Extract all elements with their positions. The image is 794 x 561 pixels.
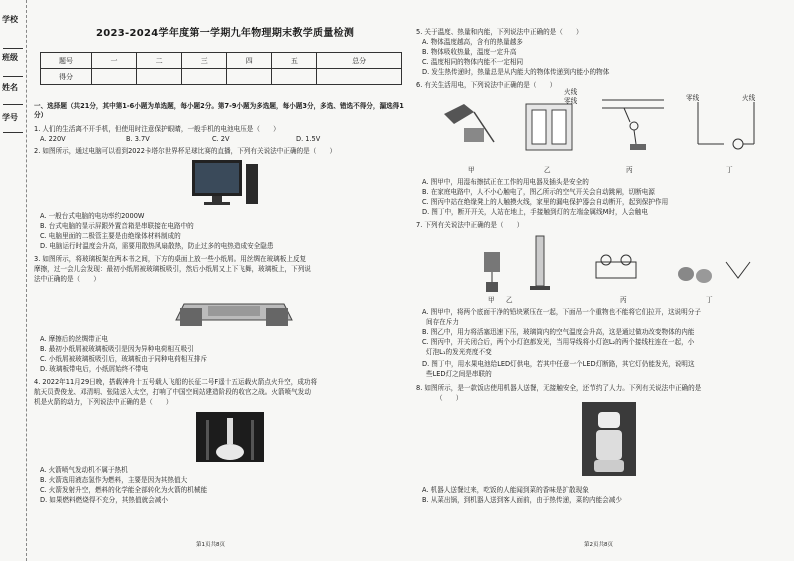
score-table-header-row: 题号 一 二 三 四 五 总分 [41, 53, 402, 69]
page-footer-right: 第2页共8页 [584, 542, 613, 548]
question-1: 1. 人们的生活离不开手机，但使用时注意保护眼睛，一般手机的电池电压是（ ） [34, 125, 280, 133]
section-heading: 一、选择题（共21分，其中第1-6小题为单选题，每小题2分。第7-9小题为多选题，每小题3分，多选、错选不得分，漏选得1分） [34, 102, 404, 120]
electricity-figures [434, 94, 774, 164]
binding-class: 班级 [2, 53, 18, 62]
question-8: 8. 如图所示，是一款饭店使用机器人送餐，无接触安全，还节约了人力。下列有关说法中正确的是 [416, 384, 702, 392]
question-5: 5. 关于温度、热量和内能，下列说法中正确的是（ ） [416, 28, 583, 36]
score-cell[interactable] [317, 69, 402, 85]
robot-waiter-image [582, 402, 636, 476]
page-title: 2023-2024学年度第一学期九年物理期末教学质量检测 [96, 28, 355, 39]
score-cell[interactable] [227, 69, 272, 85]
binding-school: 学校 [2, 15, 18, 24]
score-table-score-row: 得分 [41, 69, 402, 85]
binding-strip [0, 0, 27, 561]
question-4: 4. 2022年11月29日晚，搭载神舟十五号载人飞船的长征二号F遥十五运载火箭点火升空，成功将 [34, 378, 318, 386]
binding-name: 姓名 [2, 83, 18, 92]
score-cell[interactable] [272, 69, 317, 85]
glass-plate-image [174, 292, 294, 330]
score-cell[interactable] [137, 69, 182, 85]
question-6: 6. 有关生活用电，下列说法中正确的是（ ） [416, 81, 557, 89]
rocket-launch-image [196, 412, 264, 462]
exam-page: 学校 班级 姓名 学号 2023-2024学年度第一学期九年物理期末教学质量检测 题号 一 二 三 四 五 总分 得分 一、选择题（共21分，其中第1-6小题为单选题，每小题2分。第7-9小题为多选题，每小题3分，多选、错选不得分，漏选得1分） 1. 人们的生活离不开手机，但使用时注意保护眼睛，一般手机的电池电压是（ ） A. 220V B. 3.7V C. 2V D. 1.5V 2. 如图所示，通过电脑可以看到2022卡塔尔世界杯足球比赛的直播，下列有关说法中正确的是（ ） A. 一般台式电脑的电功率约2000W B. 台式电脑的显示屏跟外置音箱是串联接在电路中的 C. 电脑里面的二极管主要是由绝缘体材料制成的 D. 电脑运行时温度会升高，需要用散热风扇散热，防止过多的电热造成安全隐患 3. 如图所示，将玻璃板架在两本书之间，下方的桌面上放一些小纸屑。用丝绸在玻璃板上反复 摩擦，过一会儿会发现：最初小纸屑被玻璃板吸引，然后小纸屑又上下飞舞，玻璃板上，下列说 法中正确的是（ ） A. 摩擦后的丝绸带正电 B. 最初小纸屑被玻璃板吸引是因为异种电荷相互吸引 C. 小纸屑被玻璃板吸引后，玻璃板由于同种电荷相互排斥 D. 玻璃板带电后，小纸屑始终不带电 4. 2022年11月29日晚，搭载神舟十五号载人飞船的长征二号F遥十五运载火箭点火升空，成功将 航天员费俊龙、邓清明、张陆送入太空，打响了中国空间站建造阶段的收官之战。火箭喷气发动 机是火箭的动力，下列说法中正确的是（ ） A. 火箭喷气发动机不属于热机 B. 火箭选用液态氢作为燃料，主要是因为其热值大 C. 火箭发射升空，燃料的化学能全部转化为火箭的机械能 D. 如果燃料燃烧得不充分，其热值就会减小 第1页共8页 5. 关于温度、热量和内能，下列说法中正确的是（ ） A. 物体温度越高，含有的热量越多 B. 物体吸收热量，温度一定升高 C. 温度相同的物体内能不一定相同 D. 发生热传递时，热量总是从内能大的物体传递到内能小的物体 6. 有关生活用电，下列说法中正确的是（ ） 甲 乙 丙 丁 火线 零线 零线 火线 A. 图甲中，用湿布擦拭正在工作的用电器及插头是安全的 B. 在家庭电路中，人不小心触电了，图乙所示的空气开关会自动跳闸，切断电源 C. 图丙中站在绝缘凳上的人触摸火线，家里的漏电保护器会自动断开，起到保护作用 D. 图丁中，断开开关，人站在地上，手接触到灯的左端金属线M时，人会触电 7. 下列有关说法中正确的是（ ） 乙 丙 丁 甲 A. 图甲中，将两个底面干净的铅块紧压在一起，下面吊一个重物也不能将它们拉开，这说明分子 间存在斥力 B. 图乙中，用力将活塞迅速下压，玻璃筒内的空气温度会升高，这是通过做功改变物体的内能 C. 图丙中，开关闭合后，两个小灯泡都发光，当用导线将小灯泡L₂的两个接线柱连在一起，小 灯泡L₁的发光亮度不变 D. 图丁中，用水果电池给LED灯供电，若其中任意一个LED灯断路，其它灯仍能发光，说明这 些LED灯之间是串联的 8. 如图所示，是一款饭店使用机器人送餐，无接触安全，还节约了人力。下列有关说法中正确的是 （ ） A. 机器人送餐过来，吃饭的人能闻到菜的香味是扩散现象 B. 从菜出锅，到机器人送到客人面前，由于热传递，菜的内能会减少 第2页共8页 [0, 0, 794, 561]
question-3: 3. 如图所示，将玻璃板架在两本书之间，下方的桌面上放一些小纸屑。用丝绸在玻璃板上反复 [34, 255, 307, 263]
score-cell[interactable] [182, 69, 227, 85]
experiment-figures [476, 232, 766, 294]
score-table [40, 52, 402, 85]
page-footer-left: 第1页共8页 [196, 542, 225, 548]
question-7: 7. 下列有关说法中正确的是（ ） [416, 221, 524, 229]
question-2: 2. 如图所示，通过电脑可以看到2022卡塔尔世界杯足球比赛的直播，下列有关说法中正确的是（ ） [34, 147, 337, 155]
computer-image [190, 158, 260, 208]
score-cell[interactable] [92, 69, 137, 85]
binding-number: 学号 [2, 113, 18, 122]
